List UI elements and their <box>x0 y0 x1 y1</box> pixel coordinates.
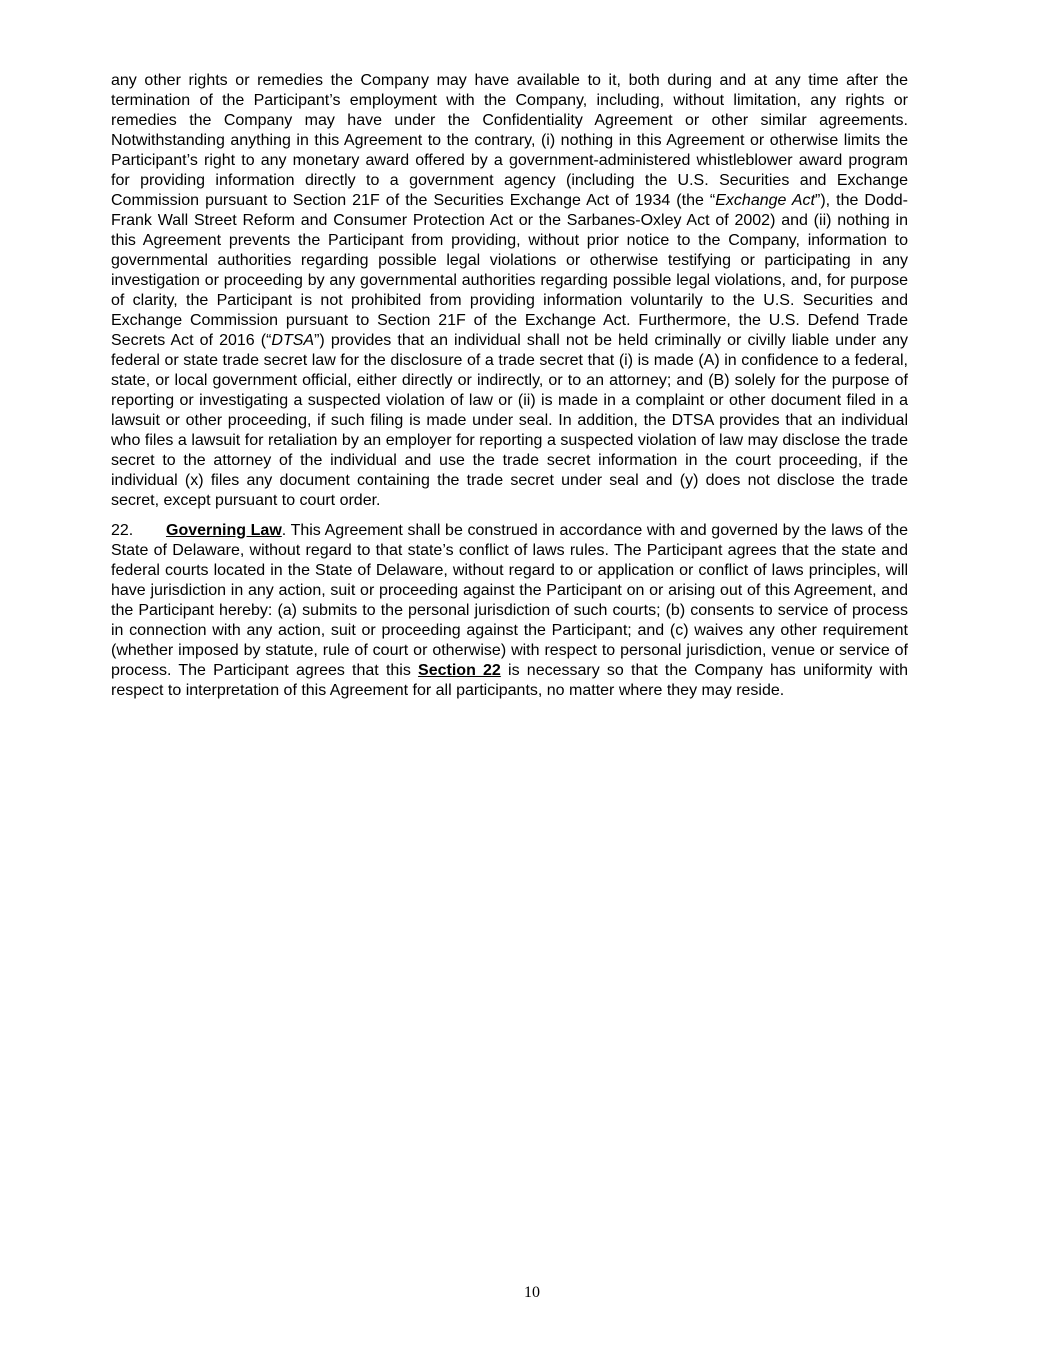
paragraph-text: ”), the Dodd-Frank Wall Street Reform and Consumer Protection Act or the Sarbanes-Oxley Act of 2002) and (ii) nothing in this Agreement prevents the Participant from providing, without prior notice to the Company, information to governmental authorities regarding possible legal violations or otherwise testifying or participating in any investigation or proceeding by any governmental authorities regarding possible legal violations, and, for purpose of clarity, the Participant is not prohibited from providing information voluntarily to the U.S. Securities and Exchange Commission pursuant to Section 21F of the Exchange Act. Furthermore, the U.S. Defend Trade Secrets Act of 2016 (“ <box>111 192 908 349</box>
section-number: 22. <box>111 522 134 539</box>
paragraph-text: any other rights or remedies the Company may have available to it, both during and at any time after the termination of the Participant’s employment with the Company, including, without limitation, any rights or remedies the Company may have under the Confidentiality Agreement or other similar agreements. Notwithstanding anything in this Agreement to the contrary, (i) nothing in this Agreement or otherwise limits the Participant’s right to any monetary award offered by a government-administered whistleblower award program for providing information directly to a government agency (including the U.S. Securities and Exchange Commission pursuant to Section 21F of the Securities Exchange Act of 1934 (the “ <box>111 72 908 209</box>
paragraph-text: ”) provides that an individual shall not be held criminally or civilly liable under any federal or state trade secret law for the disclosure of a trade secret that (i) is made (A) in confidence to a federal, state, or local government official, either directly or indirectly, or to an attorney; and (B) solely for the purpose of reporting or investigating a suspected violation of law or (ii) is made in a complaint or other document filed in a lawsuit or other proceeding, if such filing is made under seal. In addition, the DTSA provides that an individual who files a lawsuit for retaliation by an employer for reporting a suspected violation of law may disclose the trade secret to the attorney of the individual and use the trade secret information in the court proceeding, if the individual (x) files any document containing the trade secret under seal and (y) does not disclose the trade secret, except pursuant to court order. <box>111 332 909 509</box>
paragraph-text: . This Agreement shall be construed in accordance with and governed by the laws of the State of Delaware, without regard to that state’s conflict of laws rules. The Participant agrees that the state and federal courts located in the State of Delaware, without regard to or application or conflict of laws principles, will have jurisdiction in any action, suit or proceeding against the Participant on or arising out of this Agreement, and the Participant hereby: (a) submits to the personal jurisdiction of such courts; (b) consents to service of process in connection with any action, suit or proceeding against the Participant; and (c) waives any other requirement (whether imposed by statute, rule of court or otherwise) with respect to personal jurisdiction, venue or service of process. The Participant agrees that this <box>111 522 909 679</box>
section-22-governing-law <box>111 521 908 701</box>
paragraph-text: is necessary so that the Company has uniformity with respect to interpretation of this Agreement for all participants, no matter where they may reside. <box>111 662 909 699</box>
defined-term-exchange-act: Exchange Act <box>715 192 815 209</box>
section-cross-reference: Section 22 <box>418 662 501 679</box>
page-number: 10 <box>524 1284 540 1301</box>
paragraph-whistleblower-dtsa <box>111 71 908 511</box>
defined-term-dtsa: DTSA <box>271 332 315 349</box>
document-body <box>111 71 908 701</box>
section-heading: Governing Law <box>166 522 282 539</box>
